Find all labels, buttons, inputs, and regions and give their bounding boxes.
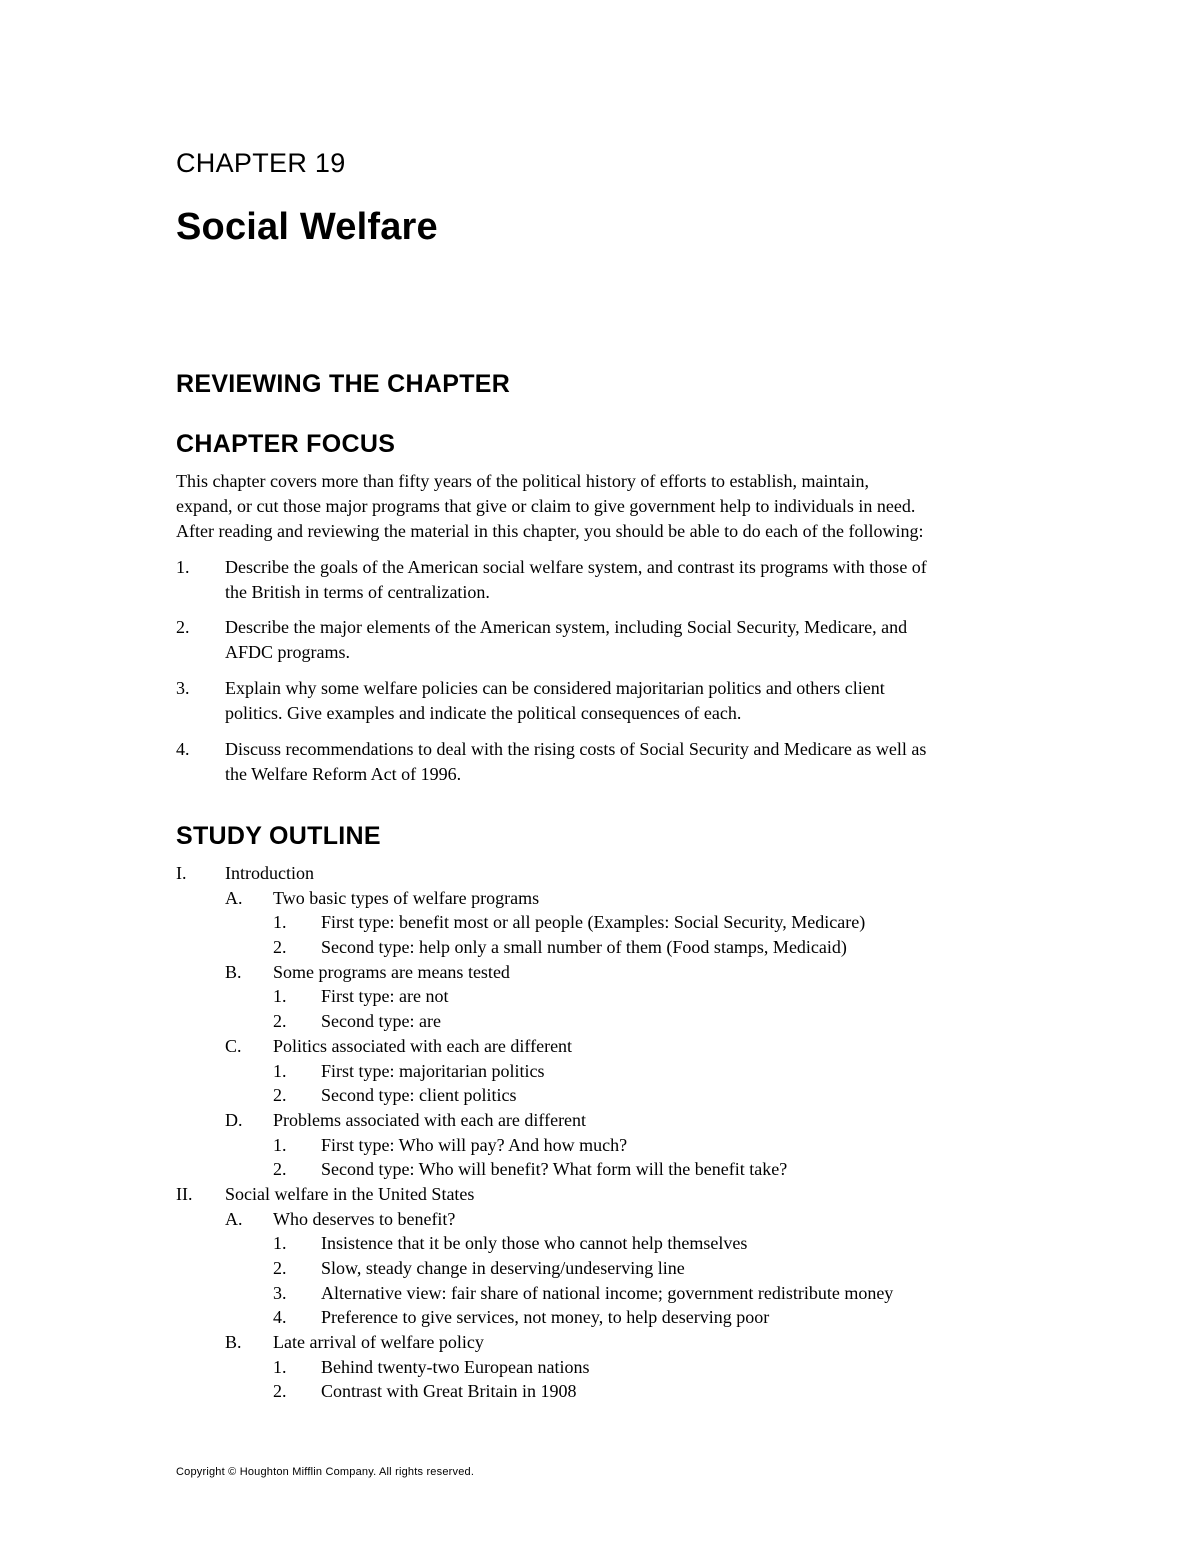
outline-item bbox=[176, 1355, 1116, 1380]
study-outline-list bbox=[176, 861, 1116, 1404]
chapter-focus-heading: CHAPTER FOCUS bbox=[176, 430, 396, 458]
outline-marker: 1. bbox=[273, 1233, 287, 1254]
outline-marker: 2. bbox=[273, 1159, 287, 1180]
outline-marker: 1. bbox=[273, 1134, 287, 1155]
objective-line: politics. Give examples and indicate the political consequences of each. bbox=[225, 703, 742, 723]
outline-item bbox=[176, 1108, 1116, 1133]
reviewing-heading: REVIEWING THE CHAPTER bbox=[176, 370, 511, 398]
outline-item bbox=[176, 1256, 1116, 1281]
outline-marker: II. bbox=[176, 1183, 193, 1204]
outline-text: Second type: Who will benefit? What form will the benefit take? bbox=[321, 1159, 788, 1180]
outline-marker: A. bbox=[225, 887, 243, 908]
outline-text: Social welfare in the United States bbox=[225, 1183, 475, 1204]
outline-item bbox=[176, 1379, 1116, 1404]
outline-text: Behind twenty-two European nations bbox=[321, 1356, 590, 1377]
outline-marker: 1. bbox=[273, 1356, 287, 1377]
outline-text: Second type: are bbox=[321, 1011, 441, 1032]
objective-line: Describe the goals of the American social welfare system, and contrast its programs with those of bbox=[225, 557, 927, 577]
outline-marker: 2. bbox=[273, 1381, 287, 1402]
outline-item bbox=[176, 1009, 1116, 1034]
objective-item bbox=[176, 737, 1096, 787]
outline-text: First type: are not bbox=[321, 986, 449, 1007]
outline-item bbox=[176, 960, 1116, 985]
outline-item bbox=[176, 935, 1116, 960]
outline-text: Second type: help only a small number of them (Food stamps, Medicaid) bbox=[321, 937, 847, 958]
outline-item bbox=[176, 984, 1116, 1009]
objective-number: 3. bbox=[176, 678, 190, 698]
outline-item bbox=[176, 1281, 1116, 1306]
outline-item bbox=[176, 1305, 1116, 1330]
outline-marker: B. bbox=[225, 961, 242, 982]
outline-item bbox=[176, 1157, 1116, 1182]
outline-text: Who deserves to benefit? bbox=[273, 1208, 456, 1229]
outline-marker: A. bbox=[225, 1208, 243, 1229]
outline-text: First type: Who will pay? And how much? bbox=[321, 1134, 628, 1155]
objective-number: 2. bbox=[176, 617, 190, 637]
outline-marker: 2. bbox=[273, 1258, 287, 1278]
objective-item bbox=[176, 676, 1096, 726]
objective-item bbox=[176, 555, 1096, 605]
objective-number: 1. bbox=[176, 557, 190, 577]
outline-marker: C. bbox=[225, 1035, 242, 1056]
outline-text: Late arrival of welfare policy bbox=[273, 1332, 484, 1353]
outline-item bbox=[176, 1330, 1116, 1355]
objective-line: Explain why some welfare policies can be considered majoritarian politics and others client bbox=[225, 678, 885, 698]
outline-item bbox=[176, 1231, 1116, 1256]
outline-text: Contrast with Great Britain in 1908 bbox=[321, 1381, 577, 1402]
outline-text: Second type: client politics bbox=[321, 1085, 517, 1106]
objective-line: the British in terms of centralization. bbox=[225, 582, 490, 602]
outline-item bbox=[176, 1133, 1116, 1158]
outline-marker: 2. bbox=[273, 1011, 287, 1032]
outline-marker: 1. bbox=[273, 912, 287, 933]
outline-text: Insistence that it be only those who cannot help themselves bbox=[321, 1233, 748, 1254]
paragraph-line: expand, or cut those major programs that give or claim to give government help to individuals in need. bbox=[176, 496, 916, 516]
outline-marker: 3. bbox=[273, 1282, 287, 1303]
objective-line: AFDC programs. bbox=[225, 642, 350, 662]
outline-marker: 1. bbox=[273, 1060, 287, 1081]
outline-text: Preference to give services, not money, to help deserving poor bbox=[321, 1307, 770, 1328]
outline-item bbox=[176, 1059, 1116, 1084]
outline-text: First type: majoritarian politics bbox=[321, 1060, 545, 1081]
outline-text: Slow, steady change in deserving/undeserving line bbox=[321, 1258, 685, 1278]
outline-text: First type: benefit most or all people (Examples: Social Security, Medicare) bbox=[321, 912, 866, 933]
outline-item bbox=[176, 1182, 1116, 1207]
outline-marker: 2. bbox=[273, 937, 287, 958]
outline-item bbox=[176, 1207, 1116, 1232]
paragraph-line: This chapter covers more than fifty years of the political history of efforts to establish, maintain, bbox=[176, 471, 869, 491]
chapter-number: CHAPTER 19 bbox=[176, 148, 346, 178]
outline-text: Two basic types of welfare programs bbox=[273, 887, 540, 908]
outline-item bbox=[176, 1034, 1116, 1059]
objective-item bbox=[176, 615, 1096, 665]
copyright-footer: Copyright © Houghton Mifflin Company. All rights reserved. bbox=[176, 1466, 475, 1478]
outline-item bbox=[176, 1083, 1116, 1108]
outline-item bbox=[176, 861, 1116, 886]
outline-text: Alternative view: fair share of national income; government redistribute money bbox=[321, 1282, 894, 1303]
outline-text: Problems associated with each are different bbox=[273, 1109, 587, 1130]
outline-item bbox=[176, 910, 1116, 935]
outline-text: Introduction bbox=[225, 863, 314, 883]
outline-marker: B. bbox=[225, 1332, 242, 1353]
outline-marker: I. bbox=[176, 863, 187, 883]
outline-item bbox=[176, 886, 1116, 911]
paragraph-line: After reading and reviewing the material in this chapter, you should be able to do each of the following: bbox=[176, 521, 924, 541]
objective-line: Describe the major elements of the American system, including Social Security, Medicare, and bbox=[225, 617, 908, 637]
outline-marker: 1. bbox=[273, 986, 287, 1007]
objective-number: 4. bbox=[176, 739, 190, 759]
objective-line: Discuss recommendations to deal with the rising costs of Social Security and Medicare as well as bbox=[225, 739, 927, 759]
study-outline-heading: STUDY OUTLINE bbox=[176, 822, 381, 850]
outline-text: Politics associated with each are different bbox=[273, 1035, 573, 1056]
chapter-focus-paragraph bbox=[176, 469, 1096, 544]
outline-marker: D. bbox=[225, 1109, 243, 1130]
outline-marker: 2. bbox=[273, 1085, 287, 1106]
chapter-title: Social Welfare bbox=[176, 206, 438, 248]
outline-text: Some programs are means tested bbox=[273, 961, 510, 982]
outline-marker: 4. bbox=[273, 1307, 287, 1328]
objective-line: the Welfare Reform Act of 1996. bbox=[225, 764, 462, 784]
